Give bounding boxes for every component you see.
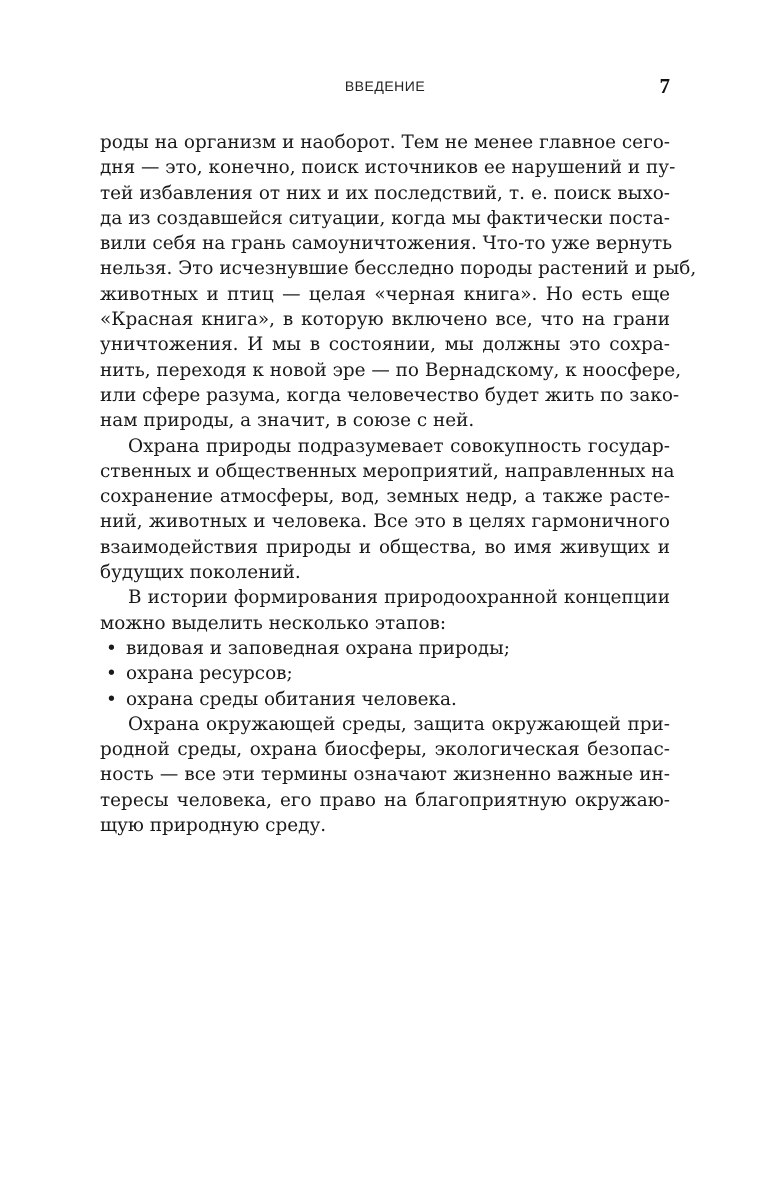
- bullet-icon: •: [106, 637, 117, 659]
- text-line: сохранение атмосферы, вод, земных недр, а также расте-: [100, 486, 670, 508]
- text-line: нить, переходя к новой эре — по Вернадскому, к ноосфере,: [100, 359, 682, 381]
- text-line: «Красная книга», в которую включено все, что на грани: [100, 309, 670, 331]
- text-line: родной среды, охрана биосферы, экологическая безопас-: [100, 739, 670, 761]
- bullet-icon: •: [106, 688, 117, 710]
- paragraph-4: [100, 712, 670, 838]
- bullet-icon: •: [106, 663, 117, 685]
- text-line: ственных и общественных мероприятий, направленных на: [100, 460, 675, 482]
- text-line: можно выделить несколько этапов:: [100, 612, 447, 634]
- text-line: Охрана природы подразумевает совокупность государ-: [128, 435, 670, 457]
- text-line: щую природную среду.: [100, 815, 327, 837]
- text-line: или сфере разума, когда человечество будет жить по зако-: [100, 384, 680, 406]
- text-line: дня — это, конечно, поиск источников ее нарушений и пу-: [100, 157, 676, 179]
- page-header: [100, 74, 670, 100]
- paragraph-2: [100, 434, 675, 586]
- paragraph-1: [100, 130, 697, 434]
- text-line: В истории формирования природоохранной концепции: [128, 587, 670, 609]
- running-head: ВВЕДЕНИЕ: [344, 78, 426, 94]
- page-number: 7: [659, 74, 670, 98]
- text-line: вили себя на грань самоуничтожения. Что-то уже вернуть: [100, 233, 673, 255]
- text-line: ность — все эти термины означают жизненно важные ин-: [100, 764, 670, 786]
- bullet-list: [100, 636, 670, 712]
- list-item-text: видовая и заповедная охрана природы;: [126, 637, 510, 659]
- list-item: [100, 661, 670, 686]
- text-line: роды на организм и наоборот. Тем не менее главное сего-: [100, 132, 670, 153]
- text-line: уничтожения. И мы в состоянии, мы должны это сохра-: [100, 334, 670, 356]
- text-line: да из создавшейся ситуации, когда мы фактически поста-: [100, 207, 670, 229]
- text-line: ний, животных и человека. Все это в целях гармоничного: [100, 511, 670, 533]
- text-line: Охрана окружающей среды, защита окружающей при-: [128, 713, 670, 735]
- text-line: животных и птиц — целая «черная книга». Но есть еще: [100, 283, 670, 305]
- text-line: нам природы, а значит, в союзе с ней.: [100, 410, 475, 432]
- paragraph-3: [100, 585, 670, 636]
- list-item: [100, 636, 670, 661]
- text-line: тей избавления от них и их последствий, т. е. поиск выхо-: [100, 182, 670, 204]
- list-item-text: охрана ресурсов;: [126, 663, 293, 685]
- text-line: будущих поколений.: [100, 562, 301, 584]
- body-text: [100, 130, 697, 838]
- text-line: тересы человека, его право на благоприятную окружаю-: [100, 789, 670, 811]
- text-line: нельзя. Это исчезнувшие бесследно породы растений и рыб,: [100, 258, 697, 280]
- list-item-text: охрана среды обитания человека.: [126, 688, 457, 710]
- list-item: [100, 687, 670, 712]
- text-line: взаимодействия природы и общества, во имя живущих и: [100, 536, 670, 558]
